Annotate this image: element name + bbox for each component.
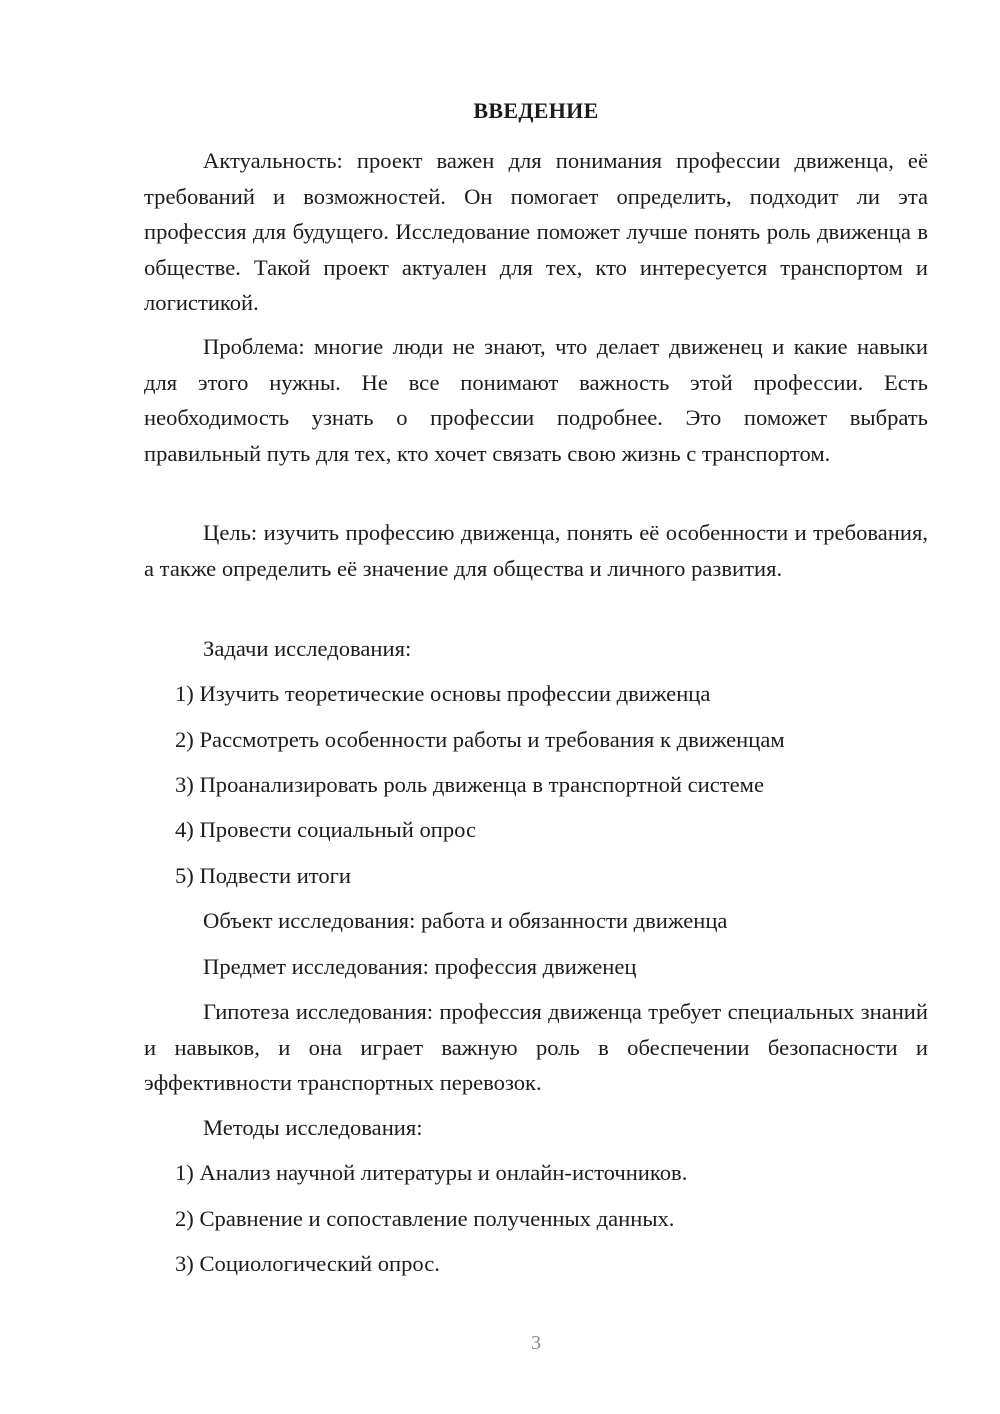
page-number: 3 xyxy=(531,1332,541,1354)
research-subject: Предмет исследования: профессия движенец xyxy=(203,954,637,979)
problem-paragraph: Проблема: многие люди не знают, что делает движенец и какие навыки для этого нужны. Не все понимают важность этой профессии. Есть необходимость узнать о профессии подробнее. Это поможет выбрать правильный путь для тех, кто хочет связать свою жизнь с транспортом. xyxy=(144,334,928,466)
relevance-paragraph: Актуальность: проект важен для понимания профессии движенца, её требований и возможностей. Он помогает определить, подходит ли эта профессия для будущего. Исследование поможет лучше понять роль движенца в обществе. Такой проект актуален для тех, кто интересуется транспортом и логистикой. xyxy=(144,148,928,315)
task-item-5: 5) Подвести итоги xyxy=(175,863,352,888)
method-item-3: 3) Социологический опрос. xyxy=(175,1251,440,1276)
goal-paragraph: Цель: изучить профессию движенца, понять её особенности и требования, а также определить её значение для общества и личного развития. xyxy=(144,520,928,581)
hypothesis-paragraph: Гипотеза исследования: профессия движенца требует специальных знаний и навыков, и она играет важную роль в обеспечении безопасности и эффективности транспортных перевозок. xyxy=(144,999,928,1095)
research-object: Объект исследования: работа и обязанности движенца xyxy=(203,908,728,933)
method-item-2: 2) Сравнение и сопоставление полученных данных. xyxy=(175,1206,675,1231)
tasks-heading: Задачи исследования: xyxy=(203,636,412,661)
task-item-1: 1) Изучить теоретические основы профессии движенца xyxy=(175,681,711,706)
task-item-2: 2) Рассмотреть особенности работы и требования к движенцам xyxy=(175,727,785,752)
page-title: ВВЕДЕНИЕ xyxy=(473,98,599,123)
document-page xyxy=(144,0,928,1414)
method-item-1: 1) Анализ научной литературы и онлайн-источников. xyxy=(175,1160,688,1185)
task-item-3: 3) Проанализировать роль движенца в транспортной системе xyxy=(175,772,764,797)
task-item-4: 4) Провести социальный опрос xyxy=(175,817,477,842)
methods-heading: Методы исследования: xyxy=(203,1115,423,1140)
